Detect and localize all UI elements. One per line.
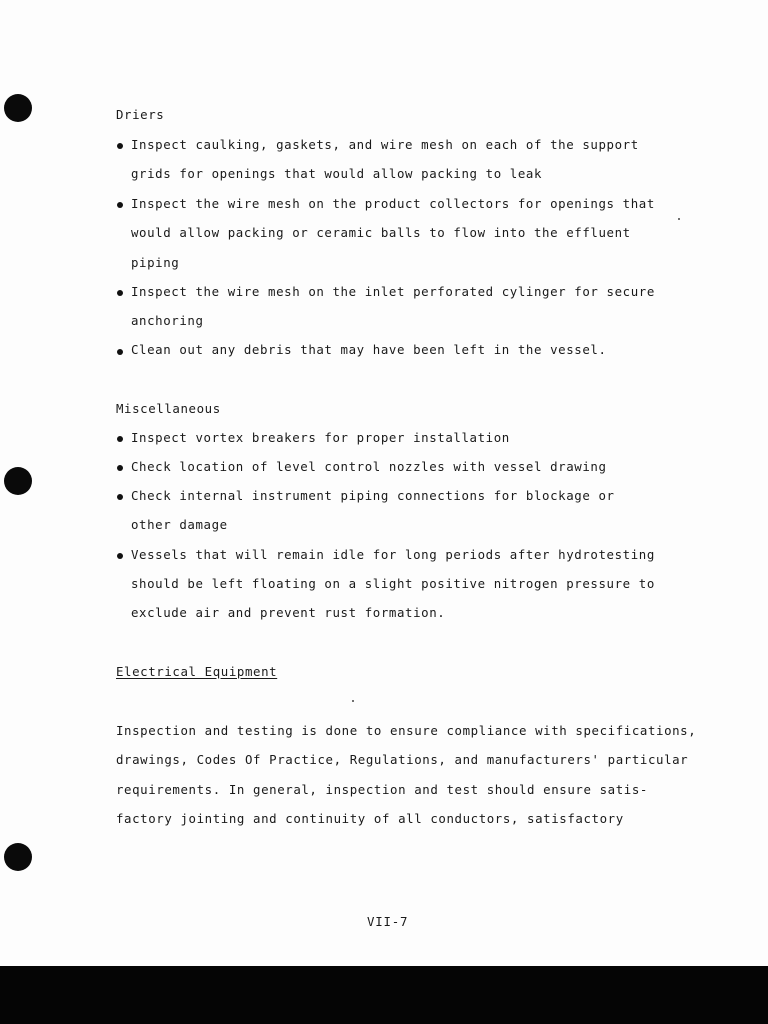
section-heading-miscellaneous: Miscellaneous xyxy=(116,401,221,416)
misc-bullet-3-line-2: other damage xyxy=(131,517,228,532)
driers-bullet-3-line-2: anchoring xyxy=(131,313,204,328)
page-number: VII-7 xyxy=(367,914,409,929)
bullet-icon xyxy=(117,436,123,442)
driers-bullet-2-line-1: Inspect the wire mesh on the product collectors for openings that xyxy=(131,196,655,211)
driers-bullet-1-line-1: Inspect caulking, gaskets, and wire mesh on each of the support xyxy=(131,137,639,152)
driers-bullet-2-line-3: piping xyxy=(131,255,180,270)
bullet-icon xyxy=(117,143,123,149)
electrical-paragraph-line-3: requirements. In general, inspection and test should ensure satis- xyxy=(116,782,648,797)
scan-speck xyxy=(678,218,680,220)
bullet-icon xyxy=(117,290,123,296)
electrical-paragraph-line-1: Inspection and testing is done to ensure compliance with specifications, xyxy=(116,723,697,738)
electrical-paragraph-line-2: drawings, Codes Of Practice, Regulations, and manufacturers' particular xyxy=(116,752,689,767)
bullet-icon xyxy=(117,553,123,559)
bullet-icon xyxy=(117,202,123,208)
punch-hole xyxy=(4,94,32,122)
driers-bullet-1-line-2: grids for openings that would allow packing to leak xyxy=(131,166,543,181)
section-heading-electrical: Electrical Equipment xyxy=(116,664,278,679)
misc-bullet-2-line-1: Check location of level control nozzles with vessel drawing xyxy=(131,459,607,474)
misc-bullet-4-line-2: should be left floating on a slight positive nitrogen pressure to xyxy=(131,576,655,591)
driers-bullet-4-line-1: Clean out any debris that may have been left in the vessel. xyxy=(131,342,607,357)
scan-speck xyxy=(352,700,354,702)
bullet-icon xyxy=(117,494,123,500)
scan-bottom-border xyxy=(0,966,768,1024)
misc-bullet-1-line-1: Inspect vortex breakers for proper installation xyxy=(131,430,510,445)
misc-bullet-4-line-1: Vessels that will remain idle for long periods after hydrotesting xyxy=(131,547,655,562)
punch-hole xyxy=(4,843,32,871)
punch-hole xyxy=(4,467,32,495)
misc-bullet-4-line-3: exclude air and prevent rust formation. xyxy=(131,605,446,620)
driers-bullet-3-line-1: Inspect the wire mesh on the inlet perforated cylinger for secure xyxy=(131,284,655,299)
bullet-icon xyxy=(117,465,123,471)
misc-bullet-3-line-1: Check internal instrument piping connections for blockage or xyxy=(131,488,615,503)
bullet-icon xyxy=(117,349,123,355)
section-heading-driers: Driers xyxy=(116,107,165,122)
electrical-paragraph-line-4: factory jointing and continuity of all conductors, satisfactory xyxy=(116,811,624,826)
driers-bullet-2-line-2: would allow packing or ceramic balls to flow into the effluent xyxy=(131,225,631,240)
